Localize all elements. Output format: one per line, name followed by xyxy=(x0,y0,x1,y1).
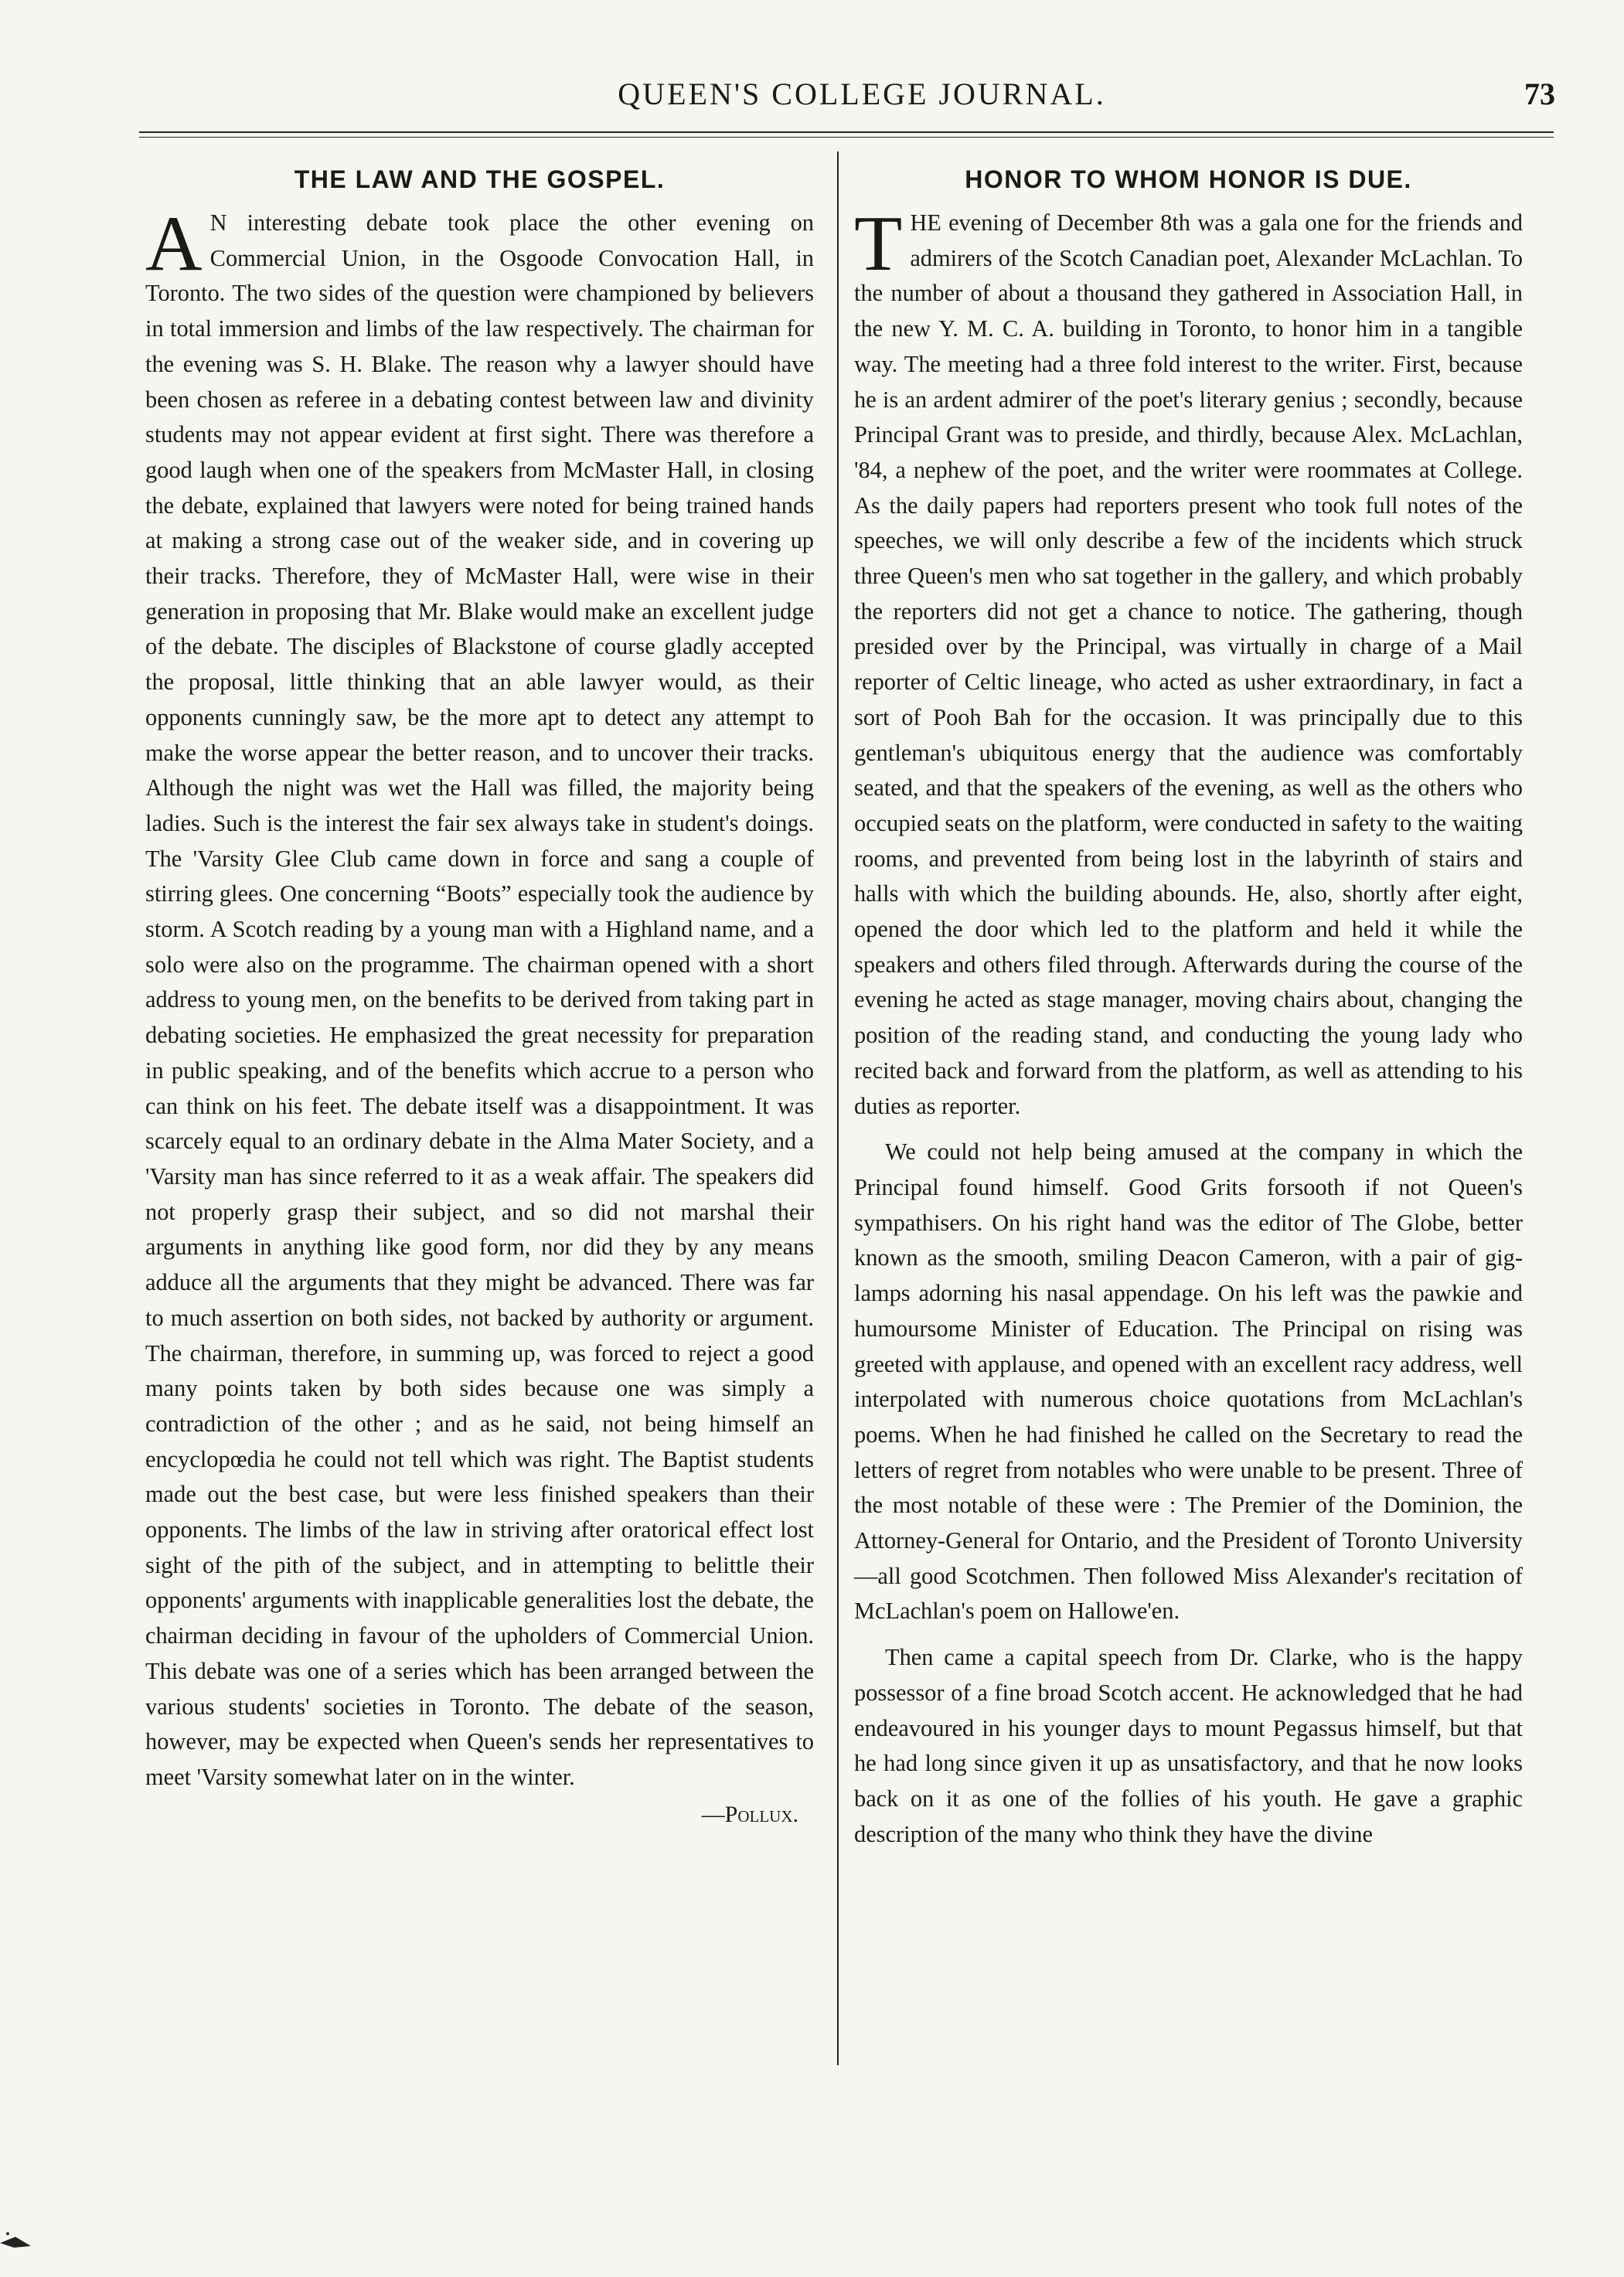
paragraph-text: HE evening of December 8th was a gala one for the friends and admirers of the Scotch Canadian poet, Alexander McLachlan. To the number of about a thousand they gathered in Association Hall, in the new Y. M. C. A. building in Toronto, to honor him in a tangible way. The meeting had a three fold interest to the writer. First, because he is an ardent admirer of the poet's literary genius ; secondly, because Principal Grant was to preside, and thirdly, because Alex. McLachlan, '84, a nephew of the poet, and the writer were roommates at College. As the daily papers had reporters present who took full notes of the speeches, we will only describe a few of the incidents which struck three Queen's men who sat together in the gallery, and which probably the reporters did not get a chance to notice. The gathering, though presided over by the Principal, was virtually in charge of a Mail reporter of Celtic lineage, who acted as usher extraordinary, in fact a sort of Pooh Bah for the occasion. It was principally due to this gentleman's ubiquitous energy that the audience was comfortably seated, and that the speakers of the evening, as well as the others who occupied seats on the platform, were conducted in safety to the waiting rooms, and prevented from being lost in the labyrinth of stairs and halls with which the building abounds. He, also, shortly after eight, opened the door which led to the platform and held it while the speakers and others filed through. Afterwards during the course of the evening he acted as stage manager, moving chairs about, changing the position of the reading stand, and conducting the young lady who recited back and forward from the platform, as well as attending to his duties as reporter. xyxy=(854,209,1523,1119)
article-paragraph: We could not help being amused at the company in which the Principal found himself. Good Grits forsooth if not Queen's sympathisers. On his right hand was the editor of The Globe, better known as the smooth, smiling Deacon Cameron, with a pair of gig-lamps adorning his nasal appendage. On his left was the pawkie and humoursome Minister of Education. The Principal on rising was greeted with applause, and opened with an excellent racy address, well interpolated with numerous choice quotations from McLachlan's poems. When he had finished he called on the Secretary to read the letters of regret from notables who were unable to be present. Three of the most notable of these were : The Premier of the Dominion, the Attorney-General for Ontario, and the President of Toronto University—all good Scotchmen. Then followed Miss Alexander's recitation of McLachlan's poem on Hallowe'en. xyxy=(854,1138,1523,1625)
column-divider xyxy=(837,151,839,2065)
header-rule xyxy=(139,131,1554,138)
page-number: 73 xyxy=(1524,77,1555,111)
left-column xyxy=(145,162,814,1832)
article-title-law-and-gospel: THE LAW AND THE GOSPEL. xyxy=(294,165,666,193)
page-header xyxy=(139,71,1585,125)
article-paragraph xyxy=(145,200,814,1795)
drop-cap: T xyxy=(854,200,903,288)
right-column xyxy=(854,162,1523,1852)
article-paragraph: Then came a capital speech from Dr. Clarke, who is the happy possessor of a fine broad Scotch accent. He acknowledged that he had endeavoured in his younger days to mount Pegassus himself, but that he had long since given it up as unsatisfactory, and that he now looks back on it as one of the follies of his youth. He gave a graphic description of the many who think they have the divine xyxy=(854,1644,1523,1847)
author-signature: —Pollux. xyxy=(701,1801,798,1827)
article-paragraph xyxy=(854,200,1523,1124)
scan-smudge xyxy=(0,2226,46,2249)
paragraph-text: N interesting debate took place the other evening on Commercial Union, in the Osgoode Convocation Hall, in Toronto. The two sides of the question were championed by believers in total immersion and limbs of the law respectively. The chairman for the evening was S. H. Blake. The reason why a lawyer should have been chosen as referee in a debating contest between law and divinity students may not appear evident at first sight. There was therefore a good laugh when one of the speakers from McMaster Hall, in closing the debate, explained that lawyers were noted for being trained hands at making a strong case out of the weaker side, and in covering up their tracks. Therefore, they of McMaster Hall, were wise in their generation in proposing that Mr. Blake would make an excellent judge of the debate. The disciples of Blackstone of course gladly accepted the proposal, little thinking that an able lawyer would, as their opponents cunningly saw, be the more apt to detect any attempt to make the worse appear the better reason, and to uncover their tracks. Although the night was wet the Hall was filled, the majority being ladies. Such is the interest the fair sex always take in student's doings. The 'Varsity Glee Club came down in force and sang a couple of stirring glees. One concerning “Boots” especially took the audience by storm. A Scotch reading by a young man with a Highland name, and a solo were also on the programme. The chairman opened with a short address to young men, on the benefits to be derived from taking part in debating societies. He emphasized the great necessity for preparation in public speaking, and of the benefits which accrue to a person who can think on his feet. The debate itself was a disappointment. It was scarcely equal to an ordinary debate in the Alma Mater Society, and a 'Varsity man has since referred to it as a weak affair. The speakers did not properly grasp their subject, and so did not marshal their arguments in anything like good form, nor did they by any means adduce all the arguments that they might be advanced. There was far to much assertion on both sides, not backed by authority or argument. The chairman, therefore, in summing up, was forced to reject a good many points taken by both sides because one was simply a contradiction of the other ; and as he said, not being himself an encyclopœdia he could not tell which was right. The Baptist students made out the best case, but were less finished speakers than their opponents. The limbs of the law in striving after oratorical effect lost sight of the pith of the subject, and in attempting to belittle their opponents' arguments with inapplicable generalities lost the debate, the chairman deciding in favour of the upholders of Commercial Union. This debate was one of a series which has been arranged between the various students' societies in Toronto. The debate of the season, however, may be expected when Queen's sends her representatives to meet 'Varsity somewhat later on in the winter. xyxy=(145,209,814,1790)
drop-cap: A xyxy=(145,200,203,288)
running-head: QUEEN'S COLLEGE JOURNAL. xyxy=(618,77,1106,111)
article-title-honor: HONOR TO WHOM HONOR IS DUE. xyxy=(965,165,1412,193)
